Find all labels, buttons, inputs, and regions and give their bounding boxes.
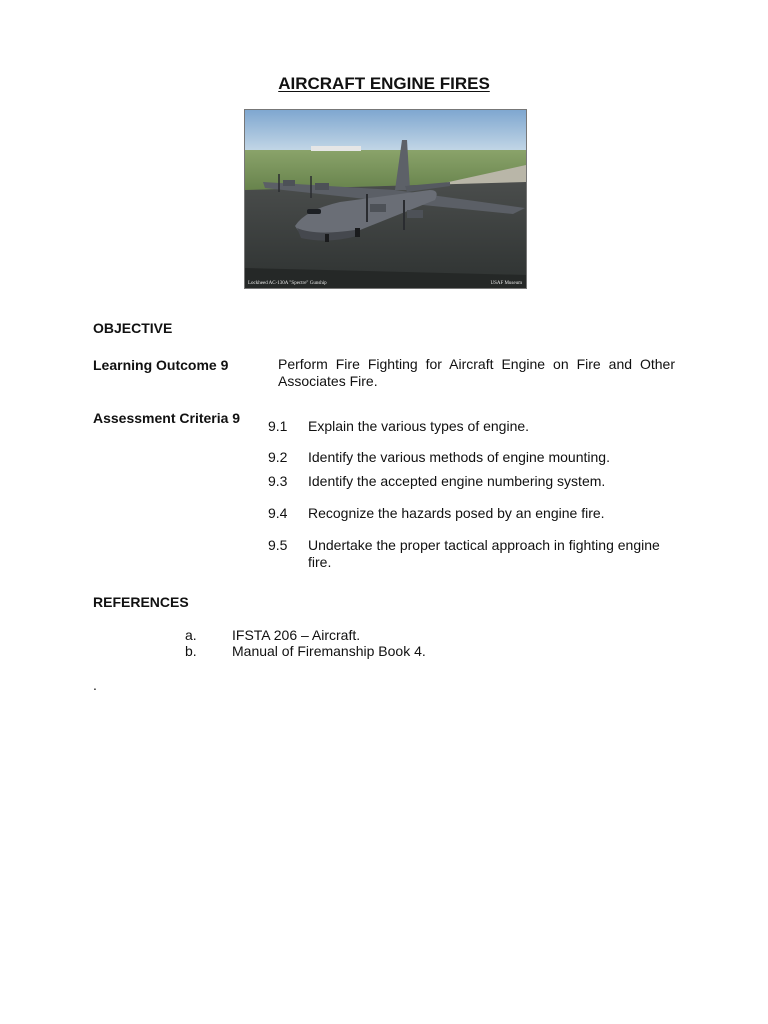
criteria-number: 9.3	[268, 473, 288, 489]
reference-item: Manual of Firemanship Book 4.	[232, 643, 426, 659]
trailing-mark: .	[93, 677, 97, 693]
references-heading: REFERENCES	[93, 594, 189, 610]
criteria-text: Identify the accepted engine numbering system.	[308, 473, 606, 489]
criteria-number: 9.4	[268, 505, 288, 521]
learning-outcome-label: Learning Outcome 9	[93, 357, 229, 373]
criteria-text: Explain the various types of engine.	[308, 418, 530, 434]
photo-credit: USAF Museum	[490, 281, 522, 286]
assessment-criteria-label: Assessment Criteria 9	[93, 410, 241, 426]
criteria-text: Identify the various methods of engine mounting.	[308, 449, 610, 465]
reference-letter: a.	[185, 627, 197, 643]
criteria-number: 9.5	[268, 537, 288, 553]
criteria-text: Recognize the hazards posed by an engine fire.	[308, 505, 605, 521]
reference-letter: b.	[185, 643, 197, 659]
page-title: AIRCRAFT ENGINE FIRES	[278, 74, 490, 93]
criteria-number: 9.1	[268, 418, 288, 434]
aircraft-photo	[244, 109, 527, 289]
criteria-number: 9.2	[268, 449, 288, 465]
reference-item: IFSTA 206 – Aircraft.	[232, 627, 361, 643]
learning-outcome-text: Perform Fire Fighting for Aircraft Engine on Fire and Other Associates Fire.	[278, 356, 675, 389]
photo-caption: Lockheed AC-130A "Spectre" Gunship	[248, 281, 327, 286]
objective-heading: OBJECTIVE	[93, 320, 173, 336]
aircraft-illustration	[245, 110, 526, 288]
criteria-text: Undertake the proper tactical approach in fighting engine fire.	[308, 537, 660, 570]
